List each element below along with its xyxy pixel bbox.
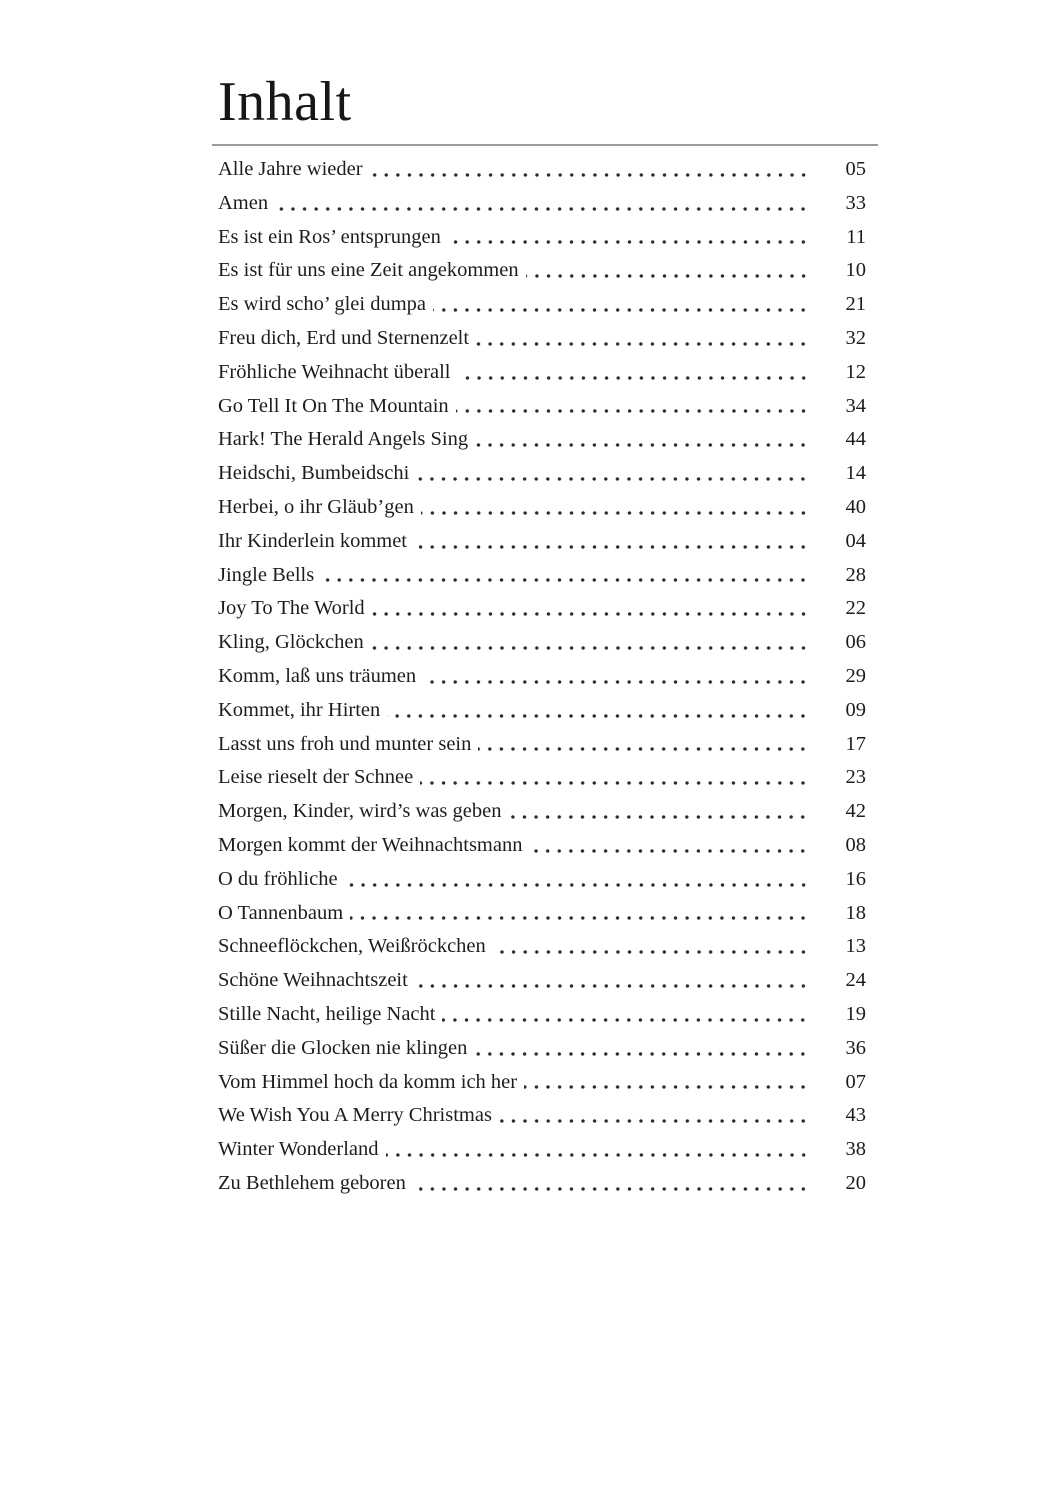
toc-entry-title: Morgen, Kinder, wird’s was geben bbox=[218, 800, 502, 823]
toc-entry-page: 24 bbox=[845, 969, 866, 992]
toc-entry-page: 33 bbox=[845, 191, 866, 214]
toc-entry-title: Go Tell It On The Mountain bbox=[218, 394, 449, 417]
toc-entry-title: Hark! The Herald Angels Sing bbox=[218, 428, 469, 451]
toc-row bbox=[212, 254, 866, 288]
toc-entry-title: Herbei, o ihr Gläub’gen bbox=[218, 495, 414, 518]
toc-entry-page: 40 bbox=[845, 495, 866, 518]
toc-entry-page: 42 bbox=[845, 800, 866, 823]
toc-row bbox=[212, 221, 866, 255]
toc-entry-title: Lasst uns froh und munter sein bbox=[218, 732, 472, 755]
toc-row bbox=[212, 626, 866, 660]
toc-entry-page: 04 bbox=[845, 529, 866, 552]
toc-entry-title: Morgen kommt der Weihnachtsmann bbox=[218, 833, 523, 856]
toc-entry-page: 13 bbox=[845, 935, 866, 958]
toc-entry-page: 07 bbox=[845, 1070, 866, 1093]
toc-row bbox=[212, 1167, 866, 1201]
toc-entry-title: Süßer die Glocken nie klingen bbox=[218, 1036, 468, 1059]
toc-entry-page: 17 bbox=[845, 732, 866, 755]
toc-entry-title: Jingle Bells bbox=[218, 563, 315, 586]
toc-entry-page: 20 bbox=[845, 1171, 866, 1194]
toc-entry-page: 11 bbox=[846, 225, 866, 248]
toc-row bbox=[212, 728, 866, 762]
dot-leader bbox=[370, 153, 809, 187]
toc-entry-page: 43 bbox=[845, 1104, 866, 1127]
toc-entry-title: Zu Bethlehem geboren bbox=[218, 1171, 406, 1194]
toc-entry-title: O du fröhliche bbox=[218, 867, 338, 890]
dot-leader bbox=[458, 356, 809, 390]
dot-leader bbox=[442, 998, 809, 1032]
toc-row bbox=[212, 761, 866, 795]
toc-entry-page: 28 bbox=[845, 563, 866, 586]
page-title: Inhalt bbox=[218, 71, 352, 133]
toc-row bbox=[212, 423, 866, 457]
toc-row bbox=[212, 998, 866, 1032]
toc-entry-title: Es ist ein Ros’ entsprungen bbox=[218, 225, 441, 248]
toc-entry-title: Kling, Glöckchen bbox=[218, 631, 364, 654]
toc-entry-title: Es ist für uns eine Zeit angekommen bbox=[218, 259, 519, 282]
dot-leader bbox=[414, 525, 809, 559]
toc-row bbox=[212, 829, 866, 863]
dot-leader bbox=[415, 964, 809, 998]
dot-leader bbox=[413, 1167, 809, 1201]
toc-row bbox=[212, 1032, 866, 1066]
toc-row bbox=[212, 288, 866, 322]
dot-leader bbox=[371, 626, 809, 660]
toc-entry-page: 06 bbox=[845, 631, 866, 654]
toc-row bbox=[212, 322, 866, 356]
toc-entry-title: Schneeflöckchen, Weißröckchen bbox=[218, 935, 486, 958]
toc-row bbox=[212, 795, 866, 829]
dot-leader bbox=[526, 254, 809, 288]
toc-entry-page: 05 bbox=[845, 158, 866, 180]
toc-row bbox=[212, 491, 866, 525]
dot-leader bbox=[420, 761, 809, 795]
toc-entry-page: 19 bbox=[845, 1002, 866, 1025]
toc-entry-page: 44 bbox=[845, 428, 866, 451]
toc-entry-page: 23 bbox=[845, 766, 866, 789]
toc-entry-page: 36 bbox=[845, 1036, 866, 1059]
toc-row bbox=[212, 457, 866, 491]
toc-entry-title: Joy To The World bbox=[218, 597, 365, 620]
toc-entry-title: Heidschi, Bumbeidschi bbox=[218, 462, 410, 485]
toc-entry-title: Winter Wonderland bbox=[218, 1138, 379, 1161]
dot-leader bbox=[476, 322, 809, 356]
toc-row bbox=[212, 964, 866, 998]
dot-leader bbox=[421, 491, 809, 525]
dot-leader bbox=[387, 694, 809, 728]
toc-entry-page: 29 bbox=[845, 664, 866, 687]
dot-leader bbox=[423, 660, 809, 694]
toc-entry-title: Alle Jahre wieder bbox=[218, 158, 363, 180]
toc-entry-page: 08 bbox=[845, 833, 866, 856]
toc-row bbox=[212, 525, 866, 559]
dot-leader bbox=[386, 1133, 809, 1167]
toc-entry-page: 34 bbox=[845, 394, 866, 417]
dot-leader bbox=[372, 592, 809, 626]
toc-entry-page: 09 bbox=[845, 698, 866, 721]
toc-entry-title: Amen bbox=[218, 191, 269, 214]
toc-entry-title: Leise rieselt der Schnee bbox=[218, 766, 414, 789]
dot-leader bbox=[321, 559, 809, 593]
toc-row bbox=[212, 1099, 866, 1133]
toc-entry-title: Ihr Kinderlein kommet bbox=[218, 529, 408, 552]
toc-row bbox=[212, 559, 866, 593]
toc-row bbox=[212, 694, 866, 728]
dot-leader bbox=[275, 187, 809, 221]
toc-entry-page: 21 bbox=[845, 293, 866, 316]
toc-entry-title: Fröhliche Weihnacht überall bbox=[218, 360, 451, 383]
toc-entry-title: Vom Himmel hoch da komm ich her bbox=[218, 1070, 518, 1093]
dot-leader bbox=[416, 457, 809, 491]
toc-row bbox=[212, 187, 866, 221]
toc-row bbox=[212, 1066, 866, 1100]
toc-entry-title: Es wird scho’ glei dumpa bbox=[218, 293, 426, 316]
toc-entry-page: 10 bbox=[845, 259, 866, 282]
dot-leader bbox=[499, 1099, 809, 1133]
toc-row bbox=[212, 897, 866, 931]
toc-entry-title: Komm, laß uns träumen bbox=[218, 664, 417, 687]
toc-entry-title: Stille Nacht, heilige Nacht bbox=[218, 1002, 436, 1025]
dot-leader bbox=[350, 897, 809, 931]
dot-leader bbox=[345, 863, 809, 897]
toc-row bbox=[212, 930, 866, 964]
dot-leader bbox=[529, 829, 809, 863]
toc-row bbox=[212, 660, 866, 694]
toc-row bbox=[212, 390, 866, 424]
contents-page bbox=[212, 0, 878, 1201]
toc-entry-title: Schöne Weihnachtszeit bbox=[218, 969, 408, 992]
dot-leader bbox=[508, 795, 809, 829]
toc-list bbox=[212, 153, 866, 1201]
toc-entry-title: Kommet, ihr Hirten bbox=[218, 698, 381, 721]
dot-leader bbox=[524, 1066, 809, 1100]
dot-leader bbox=[456, 390, 809, 424]
toc-entry-title: We Wish You A Merry Christmas bbox=[218, 1104, 492, 1127]
toc-row bbox=[212, 863, 866, 897]
dot-leader bbox=[474, 1032, 809, 1066]
dot-leader bbox=[478, 728, 809, 762]
toc-entry-page: 18 bbox=[845, 901, 866, 924]
toc-row bbox=[212, 356, 866, 390]
toc-entry-page: 12 bbox=[845, 360, 866, 383]
toc-entry-page: 14 bbox=[845, 462, 866, 485]
toc-row bbox=[212, 153, 866, 187]
toc-row bbox=[212, 592, 866, 626]
title-rule bbox=[212, 144, 878, 146]
toc-entry-title: O Tannenbaum bbox=[218, 901, 344, 924]
dot-leader bbox=[433, 288, 809, 322]
dot-leader bbox=[493, 930, 809, 964]
toc-entry-page: 22 bbox=[845, 597, 866, 620]
toc-row bbox=[212, 1133, 866, 1167]
toc-entry-title: Freu dich, Erd und Sternenzelt bbox=[218, 326, 470, 349]
toc-entry-page: 16 bbox=[845, 867, 866, 890]
dot-leader bbox=[475, 423, 809, 457]
dot-leader bbox=[448, 221, 809, 255]
toc-entry-page: 32 bbox=[845, 326, 866, 349]
toc-entry-page: 38 bbox=[845, 1138, 866, 1161]
